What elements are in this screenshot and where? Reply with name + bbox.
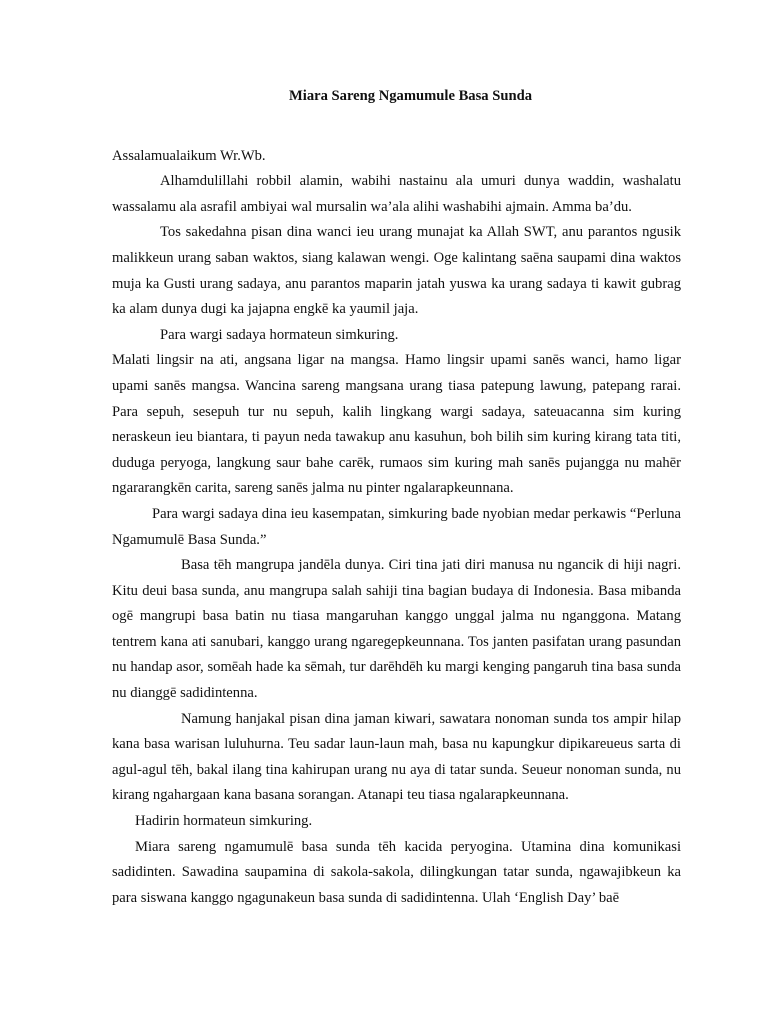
opening-prayer-paragraph: Alhamdulillahi robbil alamin, wabihi nastainu ala umuri dunya waddin, washalatu wassalamu ala asrafil ambiyai wal mursalin wa’ala alihi washabihi ajmain. Amma ba’du. — [112, 173, 681, 215]
topic-paragraph: Para wargi sadaya dina ieu kasempatan, simkuring bade nyobian medar perkawis “Perluna Ngamumulē Basa Sunda.” — [112, 505, 681, 548]
audience-address-paragraph: Hadirin hormateun simkuring. — [135, 813, 313, 830]
language-window-paragraph: Basa tēh mangrupa jandēla dunya. Ciri tina jati diri manusa nu ngancik di hiji nagri. Kitu deui basa sunda, anu mangrupa salah sahiji tina bagian budaya di Indonesia. Basa mibanda ogē mangrupi basa batin nu tiasa mangaruhan kanggo unggal jalma nu nganggona. Matang tentrem kana ati sanubari, kanggo urang ngaregepkeunnana. Tos janten pasifatan urang pasundan nu handap asor, somēah hade ka sēmah, tur darēhdēh ku margi kenging pangaruh tina basa sunda nu dianggē sadidintenna. — [112, 557, 681, 702]
apology-paragraph: Malati lingsir na ati, angsana ligar na mangsa. Hamo lingsir upami sanēs wanci, hamo ligar upami sanēs mangsa. Wancina sareng mangsana urang tiasa patepung lawung, patepang rarai. Para sepuh, sesepuh tur nu sepuh, kalih lingkang wargi sadaya, sateuacanna sim kuring neraskeun ieu biantara, ti payun neda tawakup anu kasuhun, boh bilih sim kuring kirang tata titi, duduga peryoga, langkung saur bahe carēk, rumaos sim kuring mah sanēs pujangga nu mahēr ngararangkēn carita, sareng sanēs jalma nu pinter ngalarapkeunnana. — [112, 352, 681, 497]
preservation-paragraph: Miara sareng ngamumulē basa sunda tēh kacida peryogina. Utamina dina komunikasi sadidinten. Sawadina saupamina di sakola-sakola, dilingkungan tatar sunda, ngawajibkeun ka para siswana kanggo ngagunakeun basa sunda di sadidintenna. Ulah ‘English Day’ baē — [112, 838, 681, 906]
gratitude-paragraph: Tos sakedahna pisan dina wanci ieu urang munajat ka Allah SWT, anu parantos ngusik malikkeun urang saban waktos, siang kalawan wengi. Oge kalintang saēna saupami dina waktos muja ka Gusti urang sadaya, anu parantos maparin jatah yuswa ka urang sadaya ti kawit gubrag ka alam dunya dugi ka jajapna engkē ka yaumil jaja. — [112, 224, 681, 318]
document-title: Miara Sareng Ngamumule Basa Sunda — [289, 88, 532, 104]
greeting-paragraph: Assalamualaikum Wr.Wb. — [112, 147, 266, 164]
youth-forgetting-paragraph: Namung hanjakal pisan dina jaman kiwari, sawatara nonoman sunda tos ampir hilap kana basa warisan luluhurna. Teu sadar laun-laun mah, basa nu kapungkur dipikareueus sarta di agul-agul tēh, bakal ilang tina kahirupan urang nu aya di tatar sunda. Seueur nonoman sunda, nu kirang ngahargaan kana basana sorangan. Atanapi teu tiasa ngalarapkeunnana. — [112, 710, 681, 804]
audience-greeting-paragraph: Para wargi sadaya hormateun simkuring. — [160, 326, 399, 343]
